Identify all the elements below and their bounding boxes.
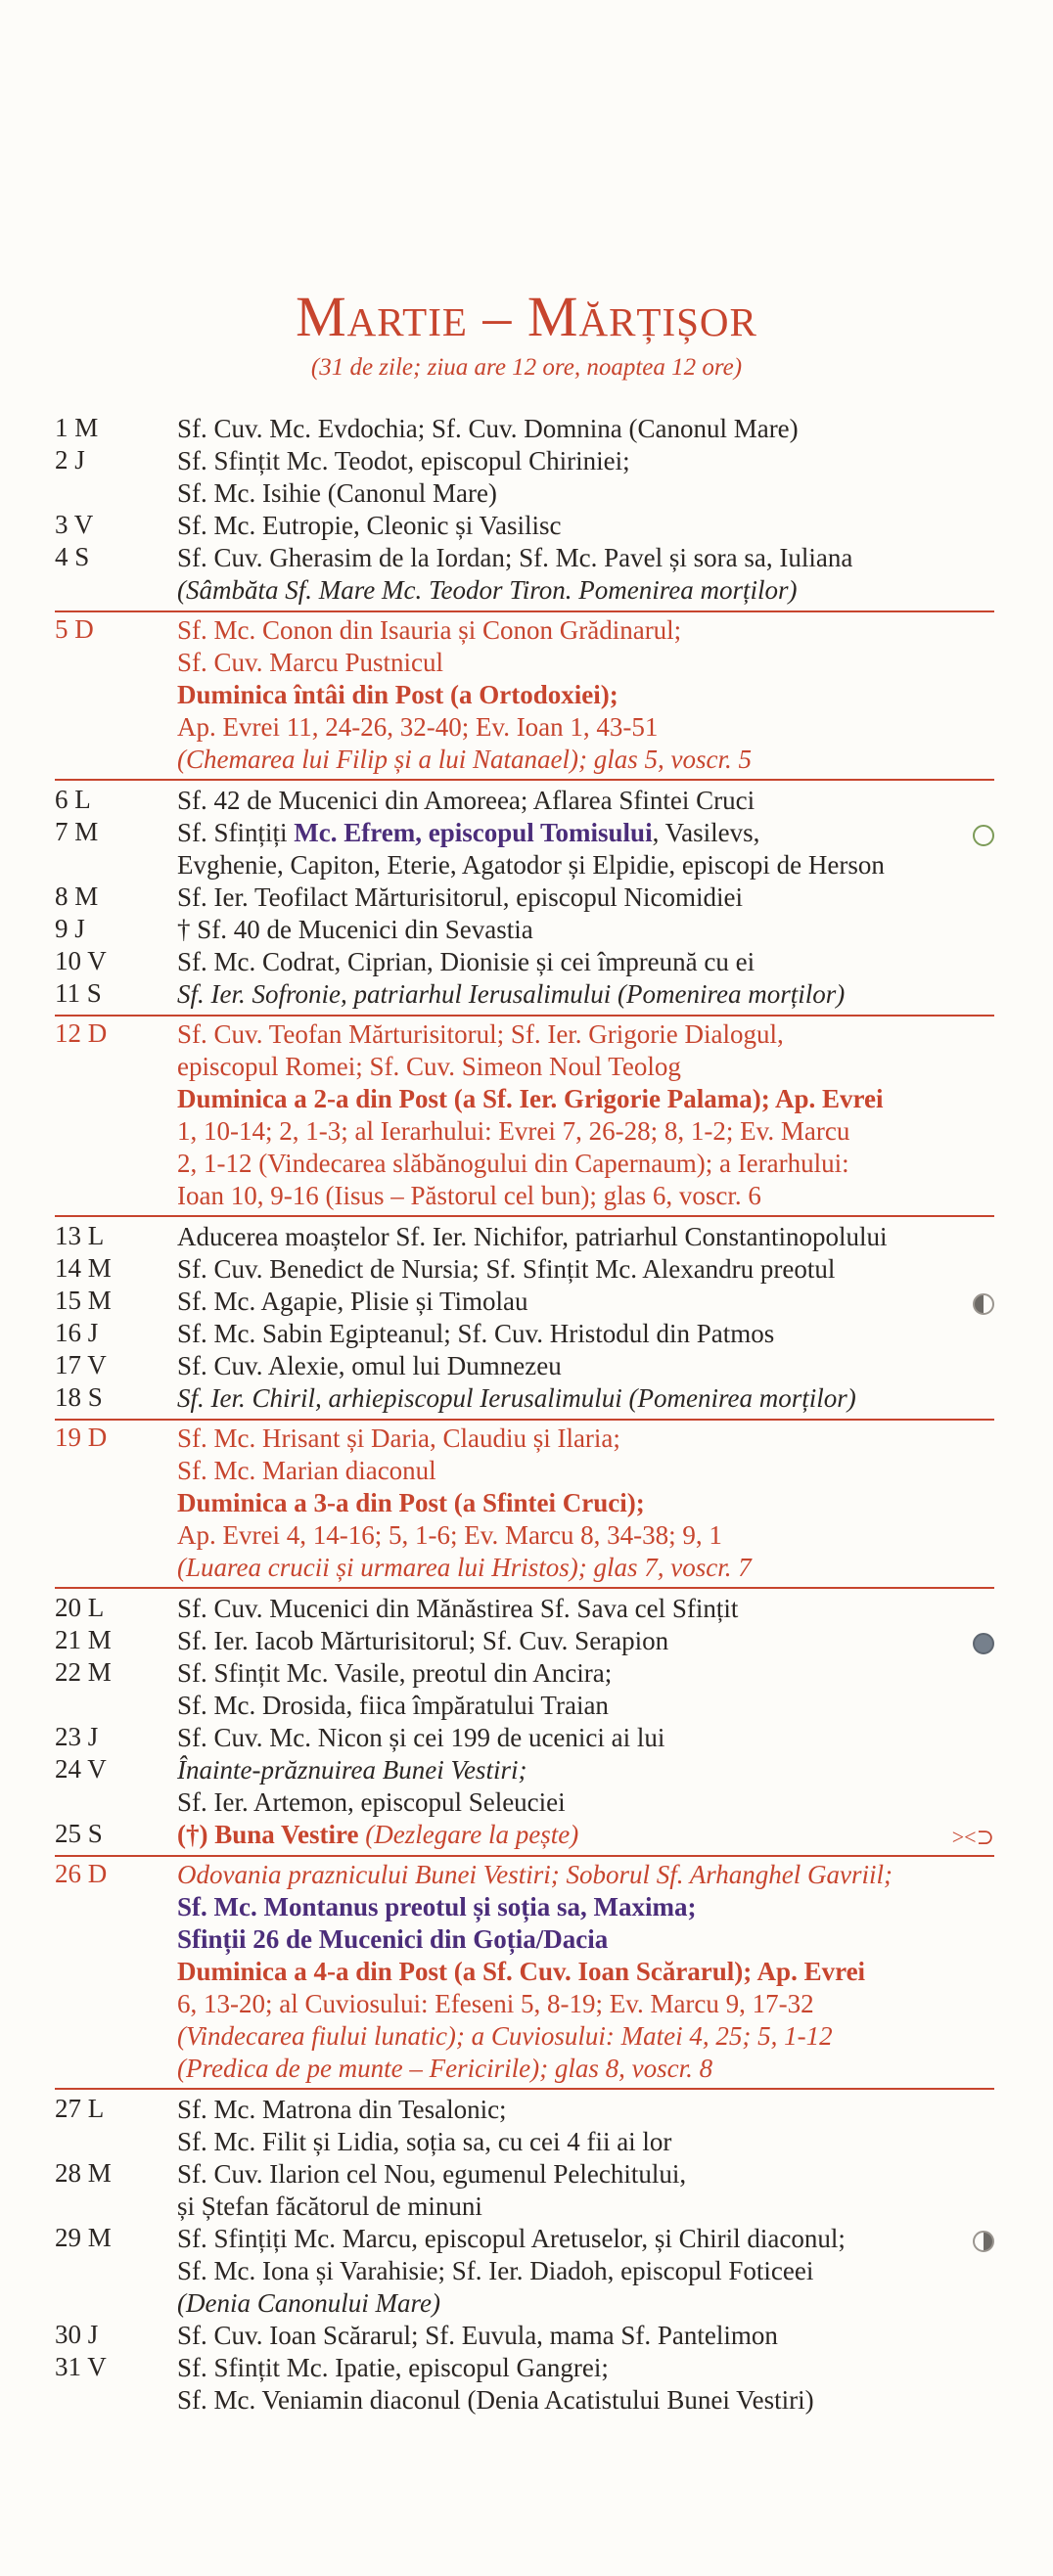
day-lines	[177, 2158, 994, 2223]
day-line: Duminica întâi din Post (a Ortodoxiei);	[177, 680, 618, 709]
day-line: Sf. Mc. Montanus preotul și soția sa, Maxima;	[177, 1892, 697, 1921]
day-date: 29 M	[55, 2223, 112, 2252]
day-date: 28 M	[55, 2158, 112, 2188]
day-date: 23 J	[55, 1722, 99, 1751]
day-line: Duminica a 4-a din Post (a Sf. Cuv. Ioan Scărarul); Ap. Evrei	[177, 1957, 866, 1986]
month-subtitle: (31 de zile; ziua are 12 ore, noaptea 12 ore)	[310, 354, 743, 381]
day-date: 24 V	[55, 1754, 107, 1784]
day-line: Ap. Evrei 4, 14-16; 5, 1-6; Ev. Marcu 8, 34-38; 9, 1	[177, 1520, 722, 1550]
day-lines	[177, 542, 994, 607]
day-line: Sf. Mc. Isihie (Canonul Mare)	[177, 478, 497, 508]
day-row	[55, 914, 994, 946]
day-row	[55, 946, 994, 978]
day-date: 12 D	[55, 1018, 108, 1048]
day-line: Sf. Ier. Artemon, episcopul Seleuciei	[177, 1787, 566, 1817]
day-row	[55, 2352, 994, 2417]
day-row	[55, 1657, 994, 1722]
day-lines	[177, 1221, 994, 1253]
day-date: 5 D	[55, 614, 94, 644]
fish-icon: ><⊃	[951, 1825, 994, 1849]
day-date: 31 V	[55, 2352, 107, 2381]
day-row	[55, 2223, 994, 2320]
day-lines	[177, 445, 994, 510]
day-date: 19 D	[55, 1423, 108, 1452]
day-line: Aducerea moaștelor Sf. Ier. Nichifor, patriarhul Constantinopolului	[177, 1222, 888, 1251]
day-line: 6, 13-20; al Cuviosului: Efeseni 5, 8-19; Ev. Marcu 9, 17-32	[177, 1989, 814, 2018]
day-lines	[177, 1859, 994, 2085]
first-quarter-icon	[973, 2231, 994, 2252]
day-row	[55, 445, 994, 510]
day-date: 27 L	[55, 2094, 105, 2123]
day-date: 10 V	[55, 946, 107, 975]
day-lines	[177, 785, 994, 817]
day-date: 2 J	[55, 445, 85, 475]
day-lines	[177, 1423, 994, 1584]
day-date: 16 J	[55, 1318, 99, 1347]
day-line: Sf. Cuv. Alexie, omul lui Dumnezeu	[177, 1351, 562, 1380]
last-quarter-icon	[973, 1293, 994, 1315]
day-line	[177, 1819, 994, 1851]
day-lines	[177, 413, 994, 445]
day-line: Sf. Cuv. Ilarion cel Nou, egumenul Pelechitului,	[177, 2159, 687, 2189]
day-date: 13 L	[55, 1221, 105, 1250]
day-date: 11 S	[55, 978, 102, 1008]
day-line: Ap. Evrei 11, 24-26, 32-40; Ev. Ioan 1, 43-51	[177, 712, 659, 742]
day-date: 14 M	[55, 1253, 112, 1283]
full-moon-icon	[973, 825, 994, 846]
day-row	[55, 413, 994, 445]
day-row	[55, 1382, 994, 1415]
day-lines	[177, 1754, 994, 1819]
day-line: (Vindecarea fiului lunatic); a Cuviosului: Matei 4, 25; 5, 1-12	[177, 2021, 833, 2051]
day-row	[55, 1221, 994, 1253]
day-date: 20 L	[55, 1593, 105, 1622]
day-line: Sf. Ier. Iacob Mărturisitorul; Sf. Cuv. Serapion	[177, 1626, 669, 1655]
day-date: 3 V	[55, 510, 94, 539]
day-line: Sf. Cuv. Mucenici din Mănăstirea Sf. Sava cel Sfințit	[177, 1594, 739, 1623]
day-row	[55, 1350, 994, 1382]
day-lines	[177, 2223, 994, 2320]
day-line: Înainte-prăznuirea Bunei Vestiri;	[177, 1755, 527, 1785]
day-line: (Chemarea lui Filip și a lui Natanael); glas 5, voscr. 5	[177, 745, 752, 774]
day-line: Sf. Cuv. Teofan Mărturisitorul; Sf. Ier. Grigorie Dialogul,	[177, 1019, 784, 1049]
day-lines	[177, 2320, 994, 2352]
day-row	[55, 1253, 994, 1286]
day-line: Sf. Mc. Matrona din Tesalonic;	[177, 2095, 507, 2124]
day-date: 25 S	[55, 1819, 103, 1848]
day-row	[55, 610, 994, 781]
day-row	[55, 817, 994, 881]
day-row	[55, 542, 994, 607]
new-moon-icon	[973, 1633, 994, 1654]
day-lines	[177, 1625, 994, 1657]
day-line: Sf. Ier. Chiril, arhiepiscopul Ierusalimului (Pomenirea morților)	[177, 1383, 856, 1413]
month-title: Martie – Mărțișor	[296, 285, 757, 348]
day-row	[55, 1015, 994, 1217]
day-lines	[177, 1350, 994, 1382]
day-date: 22 M	[55, 1657, 112, 1687]
day-lines	[177, 2352, 994, 2417]
day-row	[55, 2094, 994, 2158]
day-row	[55, 1819, 994, 1851]
day-line: Sf. Cuv. Gherasim de la Iordan; Sf. Mc. Pavel și sora sa, Iuliana	[177, 543, 853, 572]
day-date: 6 L	[55, 785, 91, 814]
day-row	[55, 1318, 994, 1350]
day-line: Sf. Sfințit Mc. Teodot, episcopul Chiriniei;	[177, 446, 630, 475]
day-line: Sf. Cuv. Mc. Evdochia; Sf. Cuv. Domnina (Canonul Mare)	[177, 414, 799, 443]
day-lines	[177, 914, 994, 946]
day-row	[55, 1286, 994, 1318]
day-line: Sf. Sfințit Mc. Ipatie, episcopul Gangrei;	[177, 2353, 609, 2382]
day-line: (Predica de pe munte – Fericirile); glas 8, voscr. 8	[177, 2054, 713, 2083]
day-lines	[177, 1593, 994, 1625]
day-row	[55, 1625, 994, 1657]
highlight-saint: Mc. Efrem, episcopul Tomisului	[294, 818, 653, 847]
day-line: episcopul Romei; Sf. Cuv. Simeon Noul Teolog	[177, 1052, 681, 1081]
day-line: Odovania praznicului Bunei Vestiri; Soborul Sf. Arhanghel Gavriil;	[177, 1860, 893, 1889]
day-lines	[177, 881, 994, 914]
day-row	[55, 2158, 994, 2223]
day-lines	[177, 817, 994, 881]
day-lines	[177, 978, 994, 1011]
day-row	[55, 1722, 994, 1754]
day-line: Sfinții 26 de Mucenici din Goția/Dacia	[177, 1924, 609, 1954]
day-lines	[177, 1018, 994, 1212]
day-lines	[177, 1318, 994, 1350]
day-date: 18 S	[55, 1382, 103, 1412]
day-line: 2, 1-12 (Vindecarea slăbănogului din Capernaum); a Ierarhului:	[177, 1149, 849, 1178]
day-line: Sf. Cuv. Ioan Scărarul; Sf. Euvula, mama Sf. Pantelimon	[177, 2321, 778, 2350]
day-row	[55, 881, 994, 914]
day-line: Sf. Mc. Drosida, fiica împăratului Traian	[177, 1691, 609, 1720]
day-line: Sf. Mc. Hrisant și Daria, Claudiu și Ilaria;	[177, 1424, 620, 1453]
day-line: 1, 10-14; 2, 1-3; al Ierarhului: Evrei 7, 26-28; 8, 1-2; Ev. Marcu	[177, 1116, 850, 1146]
day-line: Sf. Mc. Codrat, Ciprian, Dionisie și cei împreună cu ei	[177, 947, 755, 976]
day-line: (Denia Canonului Mare)	[177, 2288, 440, 2318]
day-line: Ioan 10, 9-16 (Iisus – Păstorul cel bun); glas 6, voscr. 6	[177, 1181, 761, 1210]
day-row	[55, 1419, 994, 1589]
day-line: Sf. Cuv. Marcu Pustnicul	[177, 648, 443, 677]
day-lines	[177, 614, 994, 776]
day-line: (Luarea crucii și urmarea lui Hristos); glas 7, voscr. 7	[177, 1553, 752, 1582]
day-line	[177, 817, 994, 849]
day-date: 30 J	[55, 2320, 99, 2349]
feast-name: (†) Buna Vestire	[177, 1820, 359, 1849]
day-lines	[177, 1819, 994, 1851]
day-row	[55, 978, 994, 1011]
day-lines	[177, 1286, 994, 1318]
day-row	[55, 2320, 994, 2352]
day-line: Sf. Mc. Conon din Isauria și Conon Grădinarul;	[177, 615, 682, 645]
day-lines	[177, 1382, 994, 1415]
day-line: Sf. Sfințit Mc. Vasile, preotul din Ancira;	[177, 1658, 613, 1688]
day-line: Sf. 42 de Mucenici din Amoreea; Aflarea Sfintei Cruci	[177, 786, 755, 815]
day-date: 7 M	[55, 817, 99, 846]
day-row	[55, 1855, 994, 2090]
day-date: 26 D	[55, 1859, 108, 1888]
day-line: Sf. Mc. Sabin Egipteanul; Sf. Cuv. Hristodul din Patmos	[177, 1319, 775, 1348]
day-line: Sf. Mc. Veniamin diaconul (Denia Acatistului Bunei Vestiri)	[177, 2385, 814, 2415]
day-line: Sf. Mc. Filit și Lidia, soția sa, cu cei 4 fii ai lor	[177, 2127, 672, 2156]
day-date: 9 J	[55, 914, 85, 943]
day-line: Sf. Ier. Teofilact Mărturisitorul, episcopul Nicomidiei	[177, 882, 743, 912]
day-row	[55, 1593, 994, 1625]
day-line: (Sâmbăta Sf. Mare Mc. Teodor Tiron. Pomenirea morților)	[177, 575, 798, 605]
day-lines	[177, 1722, 994, 1754]
day-line: Sf. Mc. Agapie, Plisie și Timolau	[177, 1287, 528, 1316]
day-line: Sf. Mc. Marian diaconul	[177, 1456, 436, 1485]
day-line: † Sf. 40 de Mucenici din Sevastia	[177, 915, 533, 944]
day-date: 21 M	[55, 1625, 112, 1654]
day-lines	[177, 946, 994, 978]
day-row	[55, 510, 994, 542]
line-text: , Vasilevs,	[652, 818, 760, 847]
day-row	[55, 1754, 994, 1819]
day-line: Duminica a 3-a din Post (a Sfintei Cruci);	[177, 1488, 645, 1517]
day-row	[55, 785, 994, 817]
day-lines	[177, 2094, 994, 2158]
day-line: Duminica a 2-a din Post (a Sf. Ier. Grigorie Palama); Ap. Evrei	[177, 1084, 884, 1113]
day-date: 17 V	[55, 1350, 107, 1379]
day-date: 15 M	[55, 1286, 112, 1315]
day-date: 8 M	[55, 881, 99, 911]
day-line: și Ștefan făcătorul de minuni	[177, 2192, 482, 2221]
day-date: 4 S	[55, 542, 90, 571]
line-text: Sf. Sfințiți	[177, 818, 295, 847]
day-lines	[177, 1657, 994, 1722]
calendar-list	[55, 413, 994, 2417]
day-line: Sf. Mc. Eutropie, Cleonic și Vasilisc	[177, 511, 562, 540]
day-date: 1 M	[55, 413, 99, 442]
day-line: Sf. Mc. Iona și Varahisie; Sf. Ier. Diadoh, episcopul Foticeei	[177, 2256, 814, 2285]
day-line: Evghenie, Capiton, Eterie, Agatodor și Elpidie, episcopi de Herson	[177, 850, 885, 880]
day-line: Sf. Sfințiți Mc. Marcu, episcopul Aretuselor, și Chiril diaconul;	[177, 2224, 846, 2253]
day-line: Sf. Cuv. Benedict de Nursia; Sf. Sfințit Mc. Alexandru preotul	[177, 1254, 836, 1284]
feast-note: (Dezlegare la pește)	[365, 1820, 579, 1849]
day-line: Sf. Ier. Sofronie, patriarhul Ierusalimului (Pomenirea morților)	[177, 979, 846, 1009]
day-lines	[177, 510, 994, 542]
day-line: Sf. Cuv. Mc. Nicon și cei 199 de ucenici ai lui	[177, 1723, 665, 1752]
day-lines	[177, 1253, 994, 1286]
